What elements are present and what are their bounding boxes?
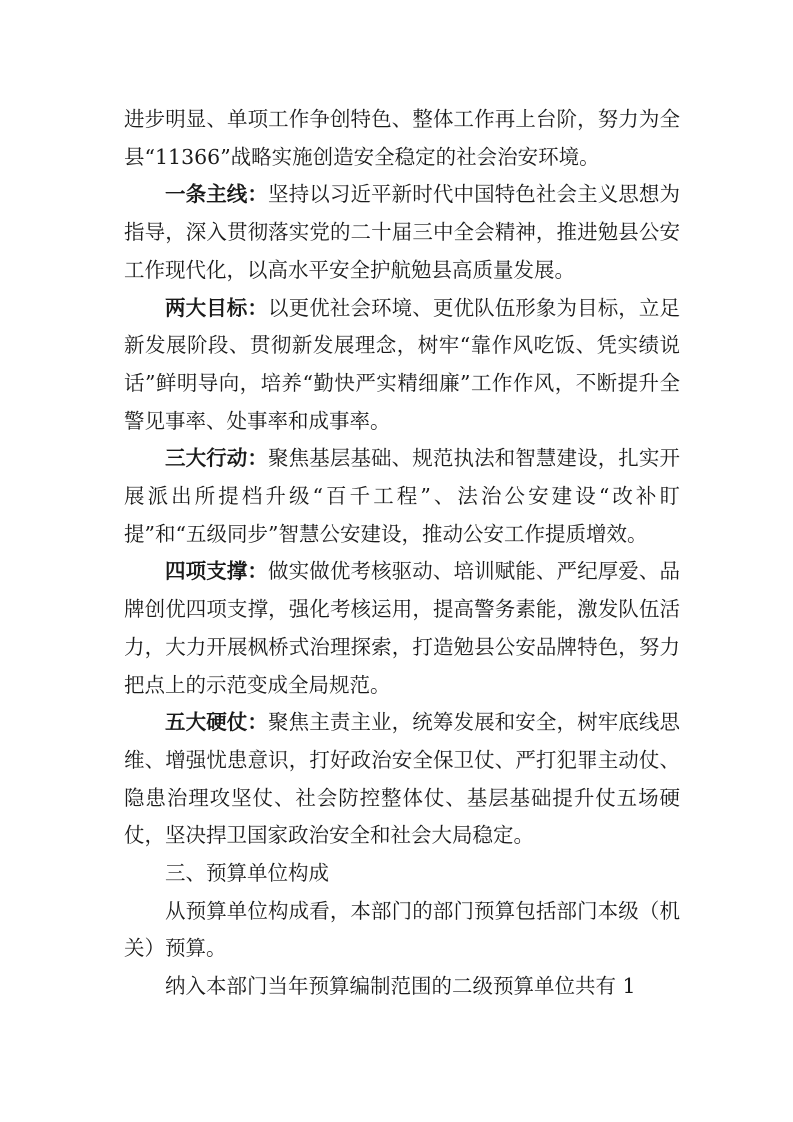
item-text: 聚焦基层基础、规范执法和智慧建设，扎实开展派出所提档升级“百千工程”、法治公安建设“改补盯提”和“五级同步”智慧公安建设，推动公安工作提质增效。 bbox=[124, 446, 681, 546]
item-two-goals bbox=[124, 290, 680, 441]
item-lead: 两大目标： bbox=[165, 295, 269, 320]
item-text: 以更优社会环境、更优队伍形象为目标，立足新发展阶段、贯彻新发展理念，树牢“靠作风吃饭、凭实绩说话”鲜明导向，培养“勤快严实精细廉”工作作风，不断提升全警见事率、处事率和成事率。 bbox=[124, 295, 681, 433]
item-text: 聚焦主责主业，统筹发展和安全，树牢底线思维、增强忧患意识，打好政治安全保卫仗、严打犯罪主动仗、隐患治理攻坚仗、社会防控整体仗、基层基础提升仗五场硬仗，坚决捍卫国家政治安全和社会大局稳定。 bbox=[124, 710, 681, 848]
item-text: 坚持以习近平新时代中国特色社会主义思想为指导，深入贯彻落实党的二十届三中全会精神，推进勉县公安工作现代化，以高水平安全护航勉县高质量发展。 bbox=[124, 182, 681, 282]
budget-units-paragraph: 从预算单位构成看，本部门的部门预算包括部门本级（机关）预算。 bbox=[124, 898, 680, 961]
item-three-actions bbox=[124, 440, 680, 553]
section-heading: 三、预算单位构成 bbox=[165, 861, 329, 886]
item-five-battles bbox=[124, 704, 680, 855]
item-lead: 一条主线： bbox=[165, 182, 269, 207]
item-four-supports bbox=[124, 553, 680, 704]
item-lead: 三大行动： bbox=[165, 446, 269, 471]
item-main-line bbox=[124, 176, 680, 289]
item-lead: 四项支撑： bbox=[165, 559, 269, 584]
secondary-units-paragraph: 纳入本部门当年预算编制范围的二级预算单位共有 1 bbox=[165, 974, 636, 999]
intro-paragraph: 进步明显、单项工作争创特色、整体工作再上台阶，努力为全县“11366”战略实施创造安全稳定的社会治安环境。 bbox=[124, 107, 680, 169]
item-lead: 五大硬仗： bbox=[165, 710, 269, 735]
document-page bbox=[124, 101, 680, 1006]
item-text: 做实做优考核驱动、培训赋能、严纪厚爱、品牌创优四项支撑，强化考核运用，提高警务素能，激发队伍活力，大力开展枫桥式治理探索，打造勉县公安品牌特色，努力把点上的示范变成全局规范。 bbox=[124, 559, 681, 697]
